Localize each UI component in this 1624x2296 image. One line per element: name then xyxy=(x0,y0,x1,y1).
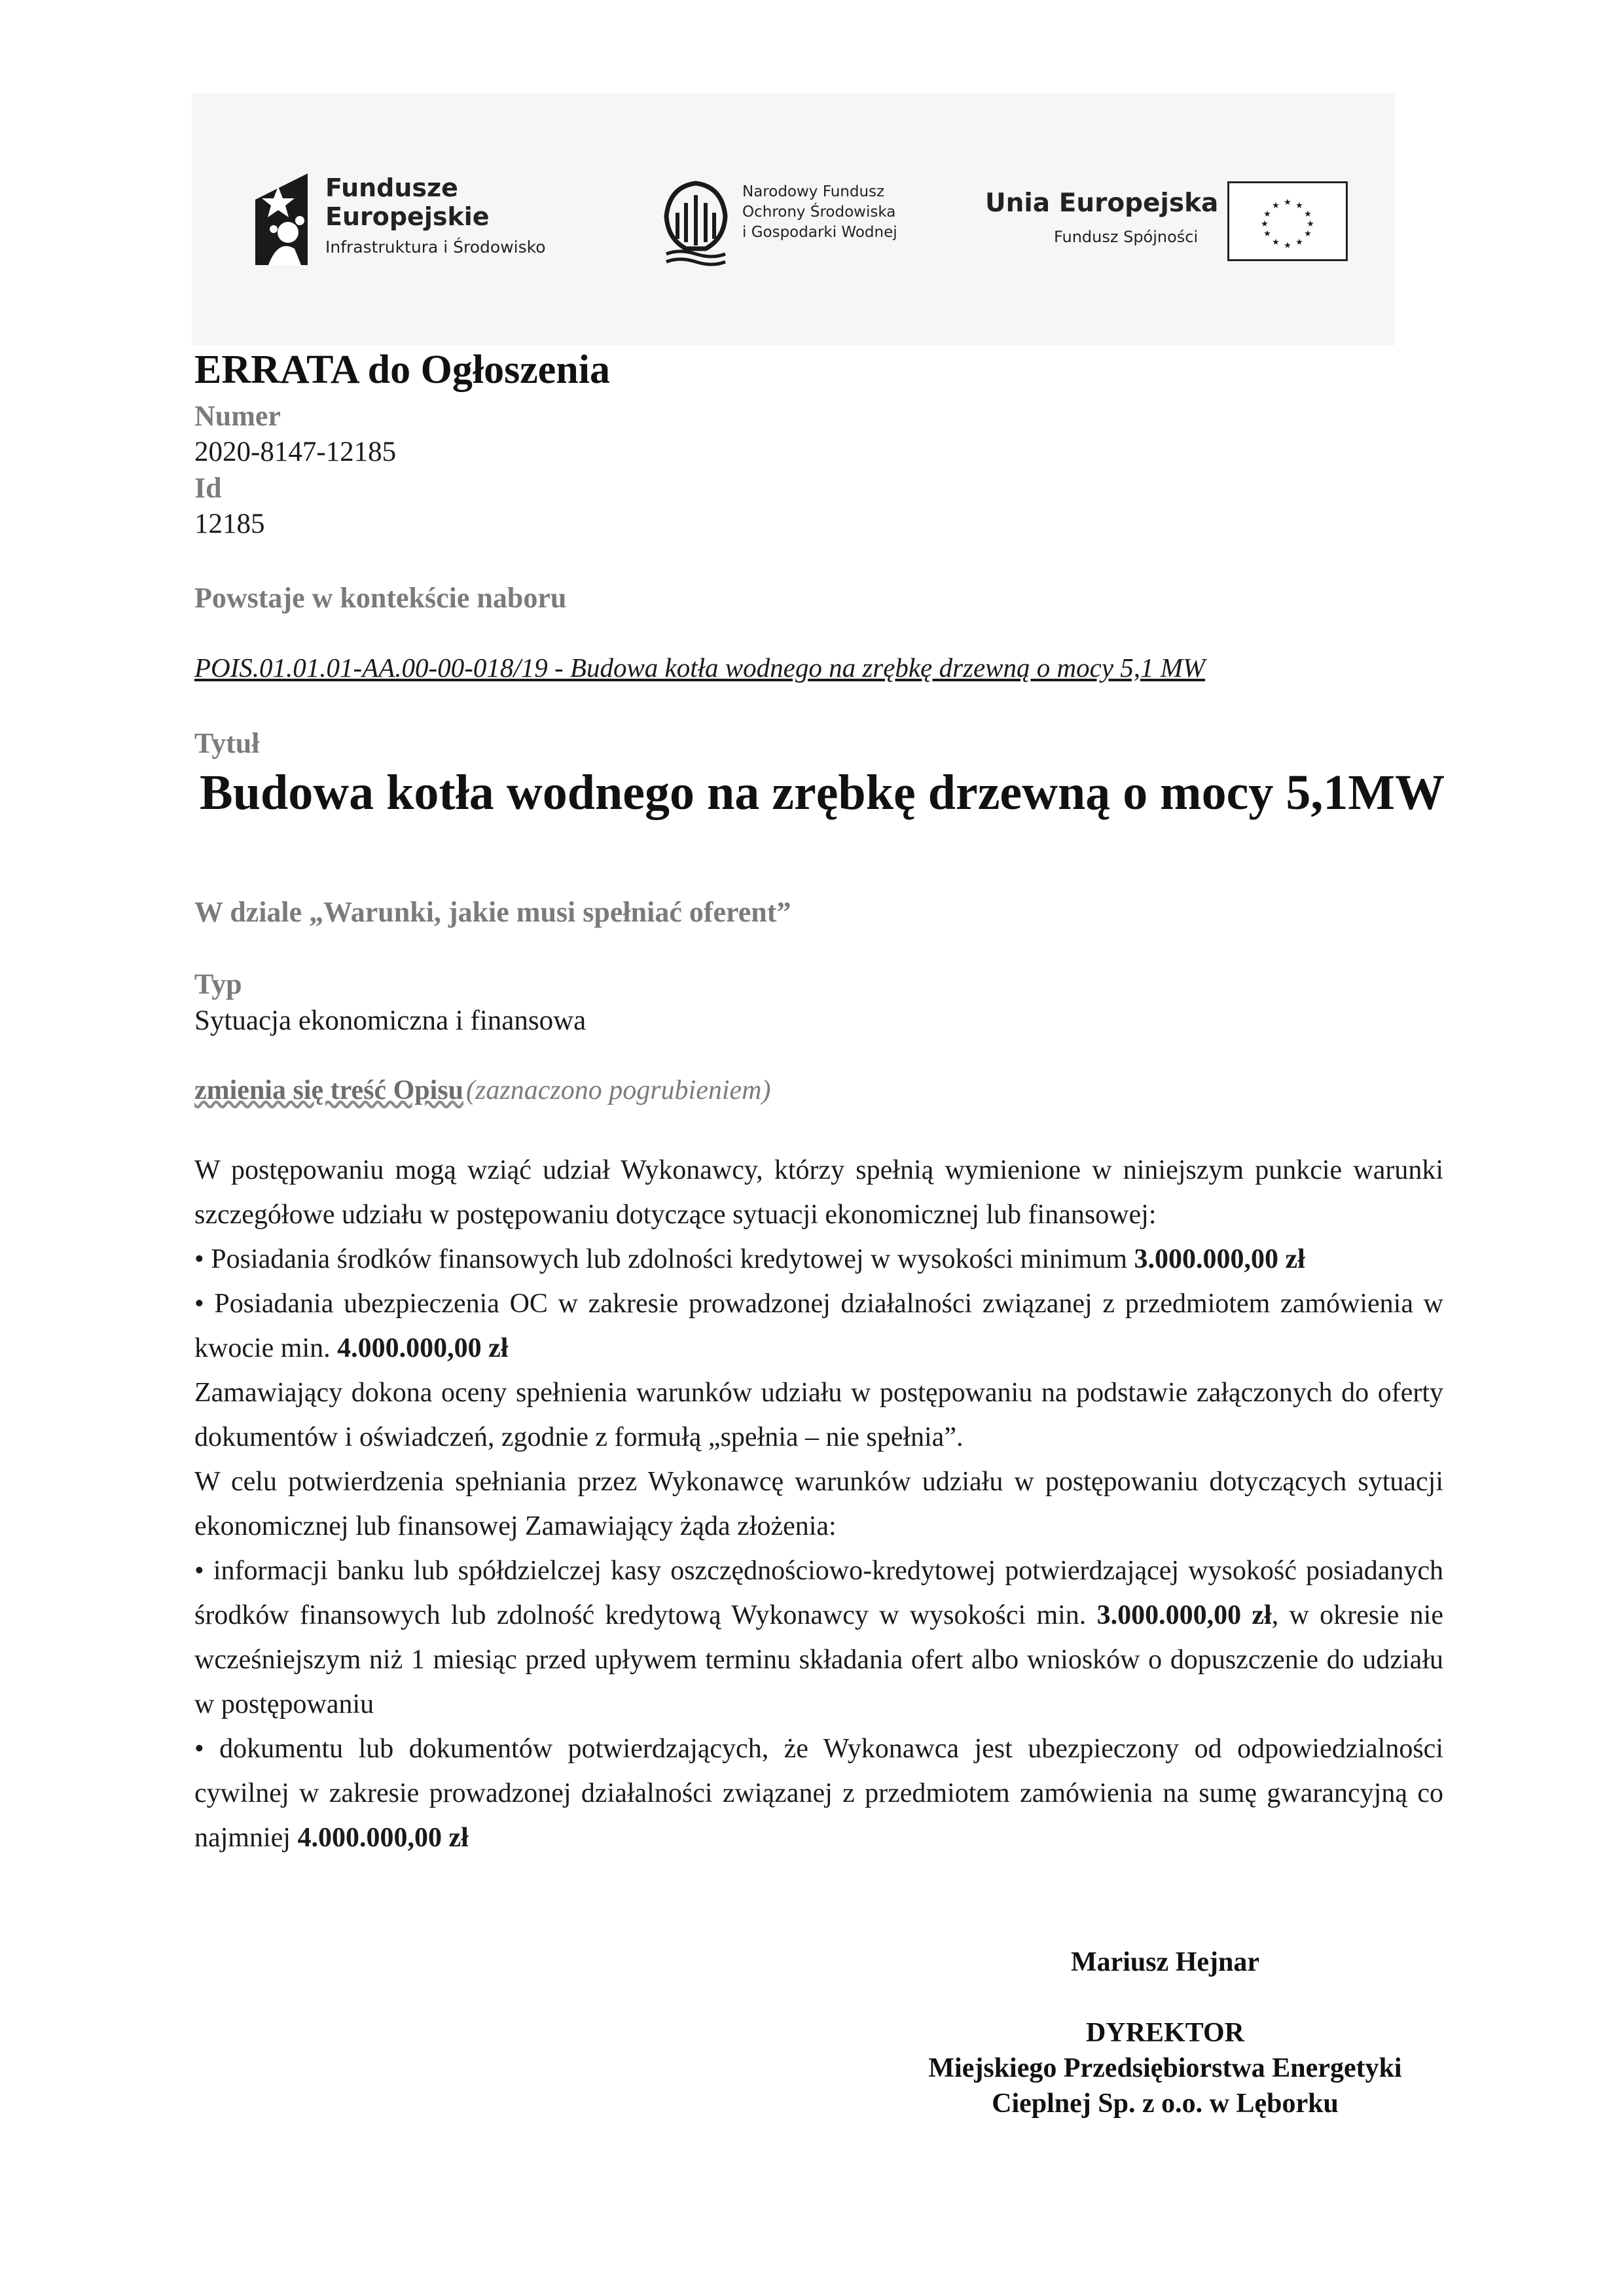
context-label: Powstaje w kontekście naboru xyxy=(194,582,567,614)
svg-text:★: ★ xyxy=(1263,229,1271,239)
unia-europejska-logo xyxy=(985,177,1365,268)
nf-line2: Ochrony Środowiska xyxy=(742,204,896,221)
id-label: Id xyxy=(194,472,222,504)
svg-text:★: ★ xyxy=(1284,198,1291,207)
numer-value: 2020-8147-12185 xyxy=(194,437,397,467)
bullet-2-text: • Posiadania ubezpieczenia OC w zakresie prowadzonej działalności związanej z przedmiotem zamówienia w kwocie min. xyxy=(194,1289,1443,1363)
change-notice xyxy=(194,1075,770,1106)
bullet-1-text: • Posiadania środków finansowych lub zdolności kredytowej w wysokości minimum xyxy=(194,1244,1134,1274)
bullet-1 xyxy=(194,1237,1443,1282)
eu-flag-icon xyxy=(1227,181,1348,261)
signatory-org-line2: Cieplnej Sp. z o.o. w Lęborku xyxy=(992,2089,1339,2119)
svg-text:★: ★ xyxy=(1304,229,1312,239)
svg-text:★: ★ xyxy=(1304,209,1312,219)
title-label: Tytuł xyxy=(194,727,260,759)
context-reference-link[interactable]: POIS.01.01.01-AA.00-00-018/19 - Budowa kotła wodnego na zrębkę drzewną o mocy 5,1 MW xyxy=(194,653,1206,683)
bullet-4-amount: 4.000.000,00 zł xyxy=(297,1823,469,1853)
bullet-2 xyxy=(194,1282,1443,1371)
nf-line1: Narodowy Fundusz xyxy=(742,183,885,200)
bullet-1-amount: 3.000.000,00 zł xyxy=(1134,1244,1305,1274)
fundusze-europejskie-icon xyxy=(242,167,314,272)
svg-text:★: ★ xyxy=(1263,209,1271,219)
bullet-3-text: • informacji banku lub spółdzielczej kasy oszczędnościowo-kredytowej potwierdzającej wysokość posiadanych środków finansowych lub zdolność kredytową Wykonawcy w wysokości min. xyxy=(194,1556,1443,1630)
bullet-3-amount: 3.000.000,00 zł xyxy=(1096,1600,1272,1630)
id-value: 12185 xyxy=(194,509,265,539)
nfosigw-logo xyxy=(660,177,922,268)
change-bold-text: zmienia się treść Opisu xyxy=(194,1075,464,1105)
ue-subtitle: Fundusz Spójności xyxy=(1054,228,1199,246)
document-heading: ERRATA do Ogłoszenia xyxy=(194,348,610,392)
body-paragraph-3: W celu potwierdzenia spełniania przez Wykonawcę warunków udziału w postępowaniu dotyczących sytuacji ekonomicznej lub finansowej Zamawiający żąda złożenia: xyxy=(194,1467,1443,1541)
svg-text:★: ★ xyxy=(1272,238,1280,247)
type-value: Sytuacja ekonomiczna i finansowa xyxy=(194,1005,586,1036)
svg-text:★: ★ xyxy=(1295,201,1303,211)
svg-text:★: ★ xyxy=(1261,219,1269,229)
type-label: Typ xyxy=(194,968,242,1000)
section-heading: W dziale „Warunki, jakie musi spełniać oferent” xyxy=(194,896,791,928)
body-paragraph-1: W postępowaniu mogą wziąć udział Wykonawcy, którzy spełnią wymienione w niniejszym punkcie warunki szczegółowe udziału w postępowaniu dotyczące sytuacji ekonomicznej lub finansowej: xyxy=(194,1155,1443,1230)
description-body xyxy=(194,1148,1443,1860)
bullet-2-amount: 4.000.000,00 zł xyxy=(337,1333,509,1363)
ue-title: Unia Europejska xyxy=(985,188,1219,218)
svg-text:★: ★ xyxy=(1284,241,1291,251)
nfosigw-icon xyxy=(660,177,732,268)
svg-text:★: ★ xyxy=(1307,219,1314,229)
fe-title-line1: Fundusze xyxy=(325,173,458,202)
body-paragraph-2: Zamawiający dokona oceny spełnienia warunków udziału w postępowaniu na podstawie załączonych do oferty dokumentów i oświadczeń, zgodnie z formułą „spełnia – nie spełnia”. xyxy=(194,1378,1443,1452)
signatory-org-line1: Miejskiego Przedsiębiorstwa Energetyki xyxy=(928,2053,1402,2083)
fundusze-europejskie-logo xyxy=(242,167,569,272)
fe-title-line2: Europejskie xyxy=(325,202,490,231)
svg-text:★: ★ xyxy=(1295,238,1303,247)
nf-line3: i Gospodarki Wodnej xyxy=(742,224,897,241)
bullet-4-text: • dokumentu lub dokumentów potwierdzających, że Wykonawca jest ubezpieczony od odpowiedzialności cywilnej w zakresie prowadzonej działalności związanej z przedmiotem zamówienia na sumę gwarancyjną co najmniej xyxy=(194,1734,1443,1853)
fe-subtitle: Infrastruktura i Środowisko xyxy=(325,238,546,257)
svg-text:★: ★ xyxy=(1272,201,1280,211)
change-note-text: (zaznaczono pogrubieniem) xyxy=(466,1075,771,1105)
signatory-position: DYREKTOR xyxy=(1086,2018,1244,2048)
bullet-3 xyxy=(194,1549,1443,1727)
signatory-name: Mariusz Hejnar xyxy=(1070,1947,1260,1977)
numer-label: Numer xyxy=(194,400,281,432)
announcement-title: Budowa kotła wodnego na zrębkę drzewną o mocy 5,1MW xyxy=(200,765,1445,820)
bullet-4 xyxy=(194,1727,1443,1860)
bullet-3-rest: , w okresie nie wcześniejszym niż 1 miesiąc przed upływem terminu składania ofert albo wniosków o dopuszczenie do udziału w postępowaniu xyxy=(194,1600,1443,1719)
